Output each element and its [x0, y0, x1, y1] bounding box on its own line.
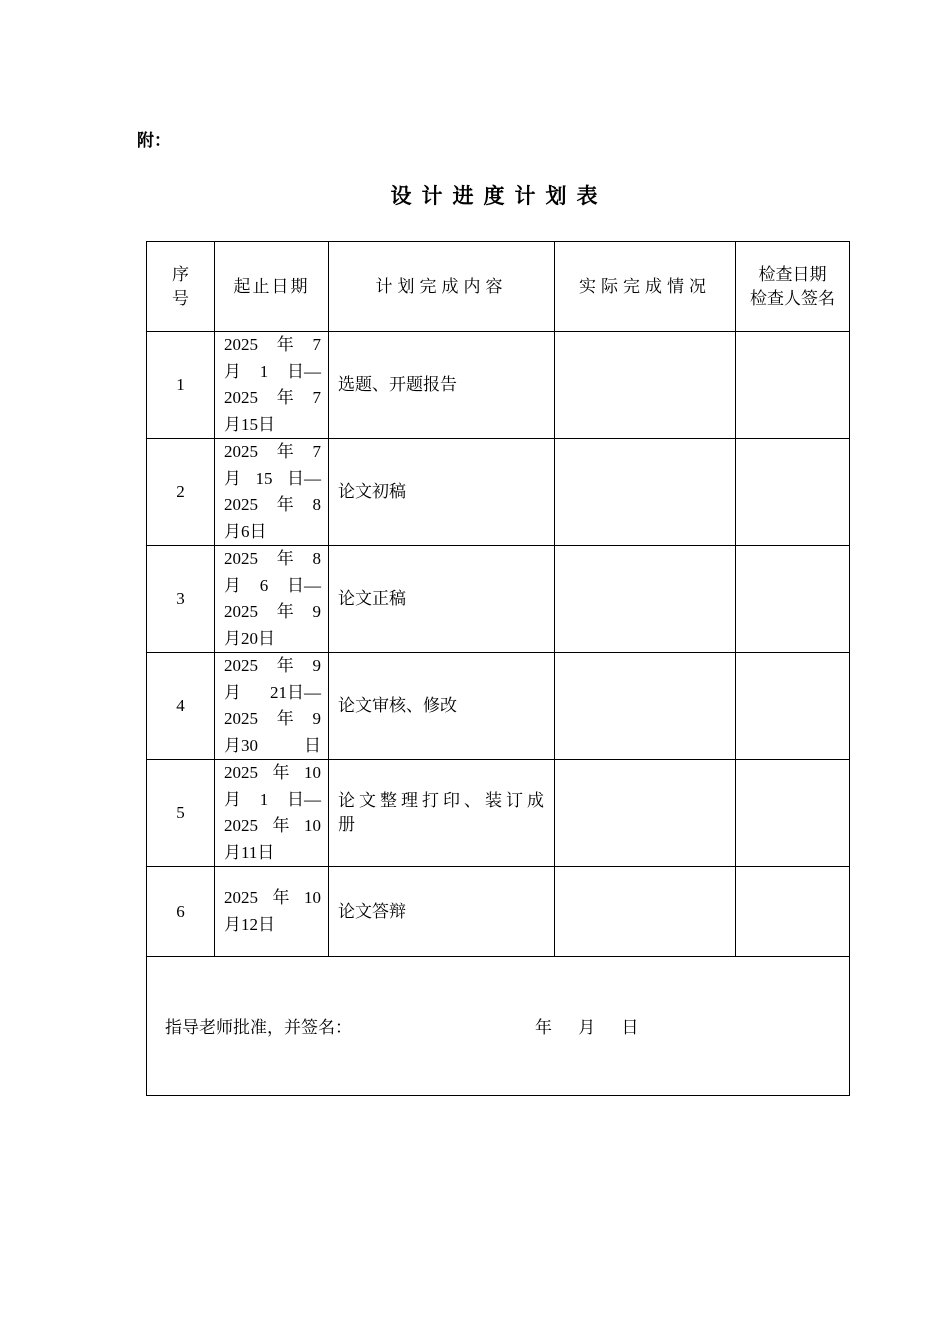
date-part: 2025 — [224, 816, 258, 835]
row-plan-content: 论文整理打印、装订成册 — [329, 760, 555, 867]
date-line — [224, 733, 321, 760]
date-line — [224, 519, 321, 546]
date-part: 月11日 — [224, 842, 275, 862]
date-line — [224, 760, 321, 787]
date-line — [224, 680, 321, 707]
row-date-range — [215, 332, 329, 439]
row-number: 5 — [147, 760, 215, 867]
date-line — [224, 912, 321, 939]
approval-day: 日 — [621, 1018, 639, 1037]
table-row — [147, 439, 850, 546]
header-plan-label: 计划完成内容 — [375, 276, 508, 296]
approval-year: 年 — [535, 1018, 552, 1037]
table-row — [147, 546, 850, 653]
date-part: 2025 — [224, 388, 258, 407]
row-number: 3 — [147, 546, 215, 653]
date-part: 年 — [276, 495, 294, 514]
date-part: 6 — [259, 575, 269, 595]
date-part: 21日— — [270, 682, 321, 702]
date-part: 9 — [312, 656, 321, 675]
date-part: 2025 — [224, 656, 258, 675]
date-part: 年 — [276, 549, 294, 568]
date-line — [224, 813, 321, 840]
date-part: 月 — [224, 575, 241, 595]
row-actual-completion[interactable] — [555, 760, 736, 867]
row-plan-content: 论文审核、修改 — [329, 653, 555, 760]
row-actual-completion[interactable] — [555, 439, 736, 546]
row-check-signature[interactable] — [736, 332, 850, 439]
header-check-line-1: 检查日期 — [758, 264, 827, 284]
row-check-signature[interactable] — [736, 653, 850, 760]
date-line — [224, 840, 321, 867]
header-seq-line-2: 号 — [172, 288, 189, 308]
date-part: 月12日 — [224, 914, 275, 934]
table-row — [147, 653, 850, 760]
date-part: 日— — [287, 575, 321, 595]
date-part: 2025 — [224, 709, 258, 728]
header-actual-label: 实际完成情况 — [579, 276, 711, 296]
date-part: 2025 — [224, 763, 258, 782]
date-line — [224, 439, 321, 466]
row-number: 6 — [147, 867, 215, 957]
date-part: 7 — [312, 335, 321, 354]
date-part: 年 — [272, 888, 290, 907]
row-check-signature[interactable] — [736, 867, 850, 957]
date-part: 日— — [287, 789, 321, 809]
date-line — [224, 359, 321, 386]
header-dates-label: 起止日期 — [233, 276, 310, 296]
row-check-signature[interactable] — [736, 760, 850, 867]
row-actual-completion[interactable] — [555, 867, 736, 957]
date-part: 1 — [259, 789, 269, 809]
date-part: 7 — [312, 388, 321, 407]
date-part: 月 — [224, 682, 241, 702]
table-footer-row — [147, 957, 850, 1096]
date-part: 月 — [224, 789, 241, 809]
row-check-signature[interactable] — [736, 546, 850, 653]
date-line — [224, 492, 321, 519]
date-part: 15 — [255, 468, 273, 488]
row-date-range — [215, 546, 329, 653]
row-plan-content: 论文正稿 — [329, 546, 555, 653]
date-part: 月6日 — [224, 521, 267, 541]
date-part: 月 — [224, 468, 241, 488]
date-part: 月20日 — [224, 628, 275, 648]
date-line — [224, 412, 321, 439]
row-plan-content: 论文初稿 — [329, 439, 555, 546]
header-check — [736, 242, 850, 332]
row-plan-content: 论文答辩 — [329, 867, 555, 957]
date-part: 月 — [224, 361, 241, 381]
date-part: 月15日 — [224, 414, 275, 434]
row-date-range — [215, 653, 329, 760]
table-row — [147, 760, 850, 867]
date-part: 日— — [287, 468, 321, 488]
date-part: 年 — [272, 816, 290, 835]
date-part: 2025 — [224, 495, 258, 514]
date-line — [224, 626, 321, 653]
date-part: 8 — [312, 495, 321, 514]
page-title: 设计进度计划表 — [390, 184, 608, 208]
date-part: 10 — [304, 888, 321, 907]
row-actual-completion[interactable] — [555, 332, 736, 439]
date-part: 8 — [312, 549, 321, 568]
table-row — [147, 867, 850, 957]
date-line — [224, 546, 321, 573]
row-number: 4 — [147, 653, 215, 760]
annex-label: 附： — [137, 131, 171, 150]
date-line — [224, 385, 321, 412]
row-date-range — [215, 760, 329, 867]
date-part: 年 — [276, 709, 294, 728]
header-seq — [147, 242, 215, 332]
date-part: 年 — [276, 388, 294, 407]
date-line — [224, 885, 321, 912]
date-part: 2025 — [224, 335, 258, 354]
date-part: 日 — [304, 735, 321, 755]
date-part: 年 — [276, 335, 294, 354]
date-part: 10 — [304, 816, 321, 835]
date-line — [224, 466, 321, 493]
row-actual-completion[interactable] — [555, 546, 736, 653]
approval-cell — [147, 957, 850, 1096]
date-part: 9 — [312, 602, 321, 621]
date-part: 7 — [312, 442, 321, 461]
table-row — [147, 332, 850, 439]
date-line — [224, 599, 321, 626]
header-dates — [215, 242, 329, 332]
date-part: 9 — [312, 709, 321, 728]
schedule-table — [146, 241, 850, 1096]
date-part: 月30 — [224, 735, 258, 755]
row-check-signature[interactable] — [736, 439, 850, 546]
header-seq-line-1: 序 — [172, 264, 189, 284]
header-plan — [329, 242, 555, 332]
approval-month: 月 — [578, 1018, 596, 1037]
date-part: 年 — [276, 656, 294, 675]
date-part: 年 — [276, 442, 294, 461]
date-part: 2025 — [224, 549, 258, 568]
date-line — [224, 573, 321, 600]
date-part: 年 — [272, 763, 290, 782]
date-part: 2025 — [224, 888, 258, 907]
row-date-range — [215, 867, 329, 957]
row-plan-content: 选题、开题报告 — [329, 332, 555, 439]
date-line — [224, 332, 321, 359]
approval-label: 指导老师批准，并签名： — [165, 1018, 352, 1037]
date-line — [224, 653, 321, 680]
row-actual-completion[interactable] — [555, 653, 736, 760]
date-line — [224, 787, 321, 814]
row-date-range — [215, 439, 329, 546]
date-part: 年 — [276, 602, 294, 621]
header-check-line-2: 检查人签名 — [750, 288, 835, 308]
row-number: 2 — [147, 439, 215, 546]
date-part: 2025 — [224, 442, 258, 461]
row-number: 1 — [147, 332, 215, 439]
table-header-row — [147, 242, 850, 332]
date-part: 1 — [259, 361, 269, 381]
date-part: 日— — [287, 361, 321, 381]
header-actual — [555, 242, 736, 332]
date-part: 10 — [304, 763, 321, 782]
date-line — [224, 706, 321, 733]
approval-date — [535, 1013, 661, 1038]
date-part: 2025 — [224, 602, 258, 621]
